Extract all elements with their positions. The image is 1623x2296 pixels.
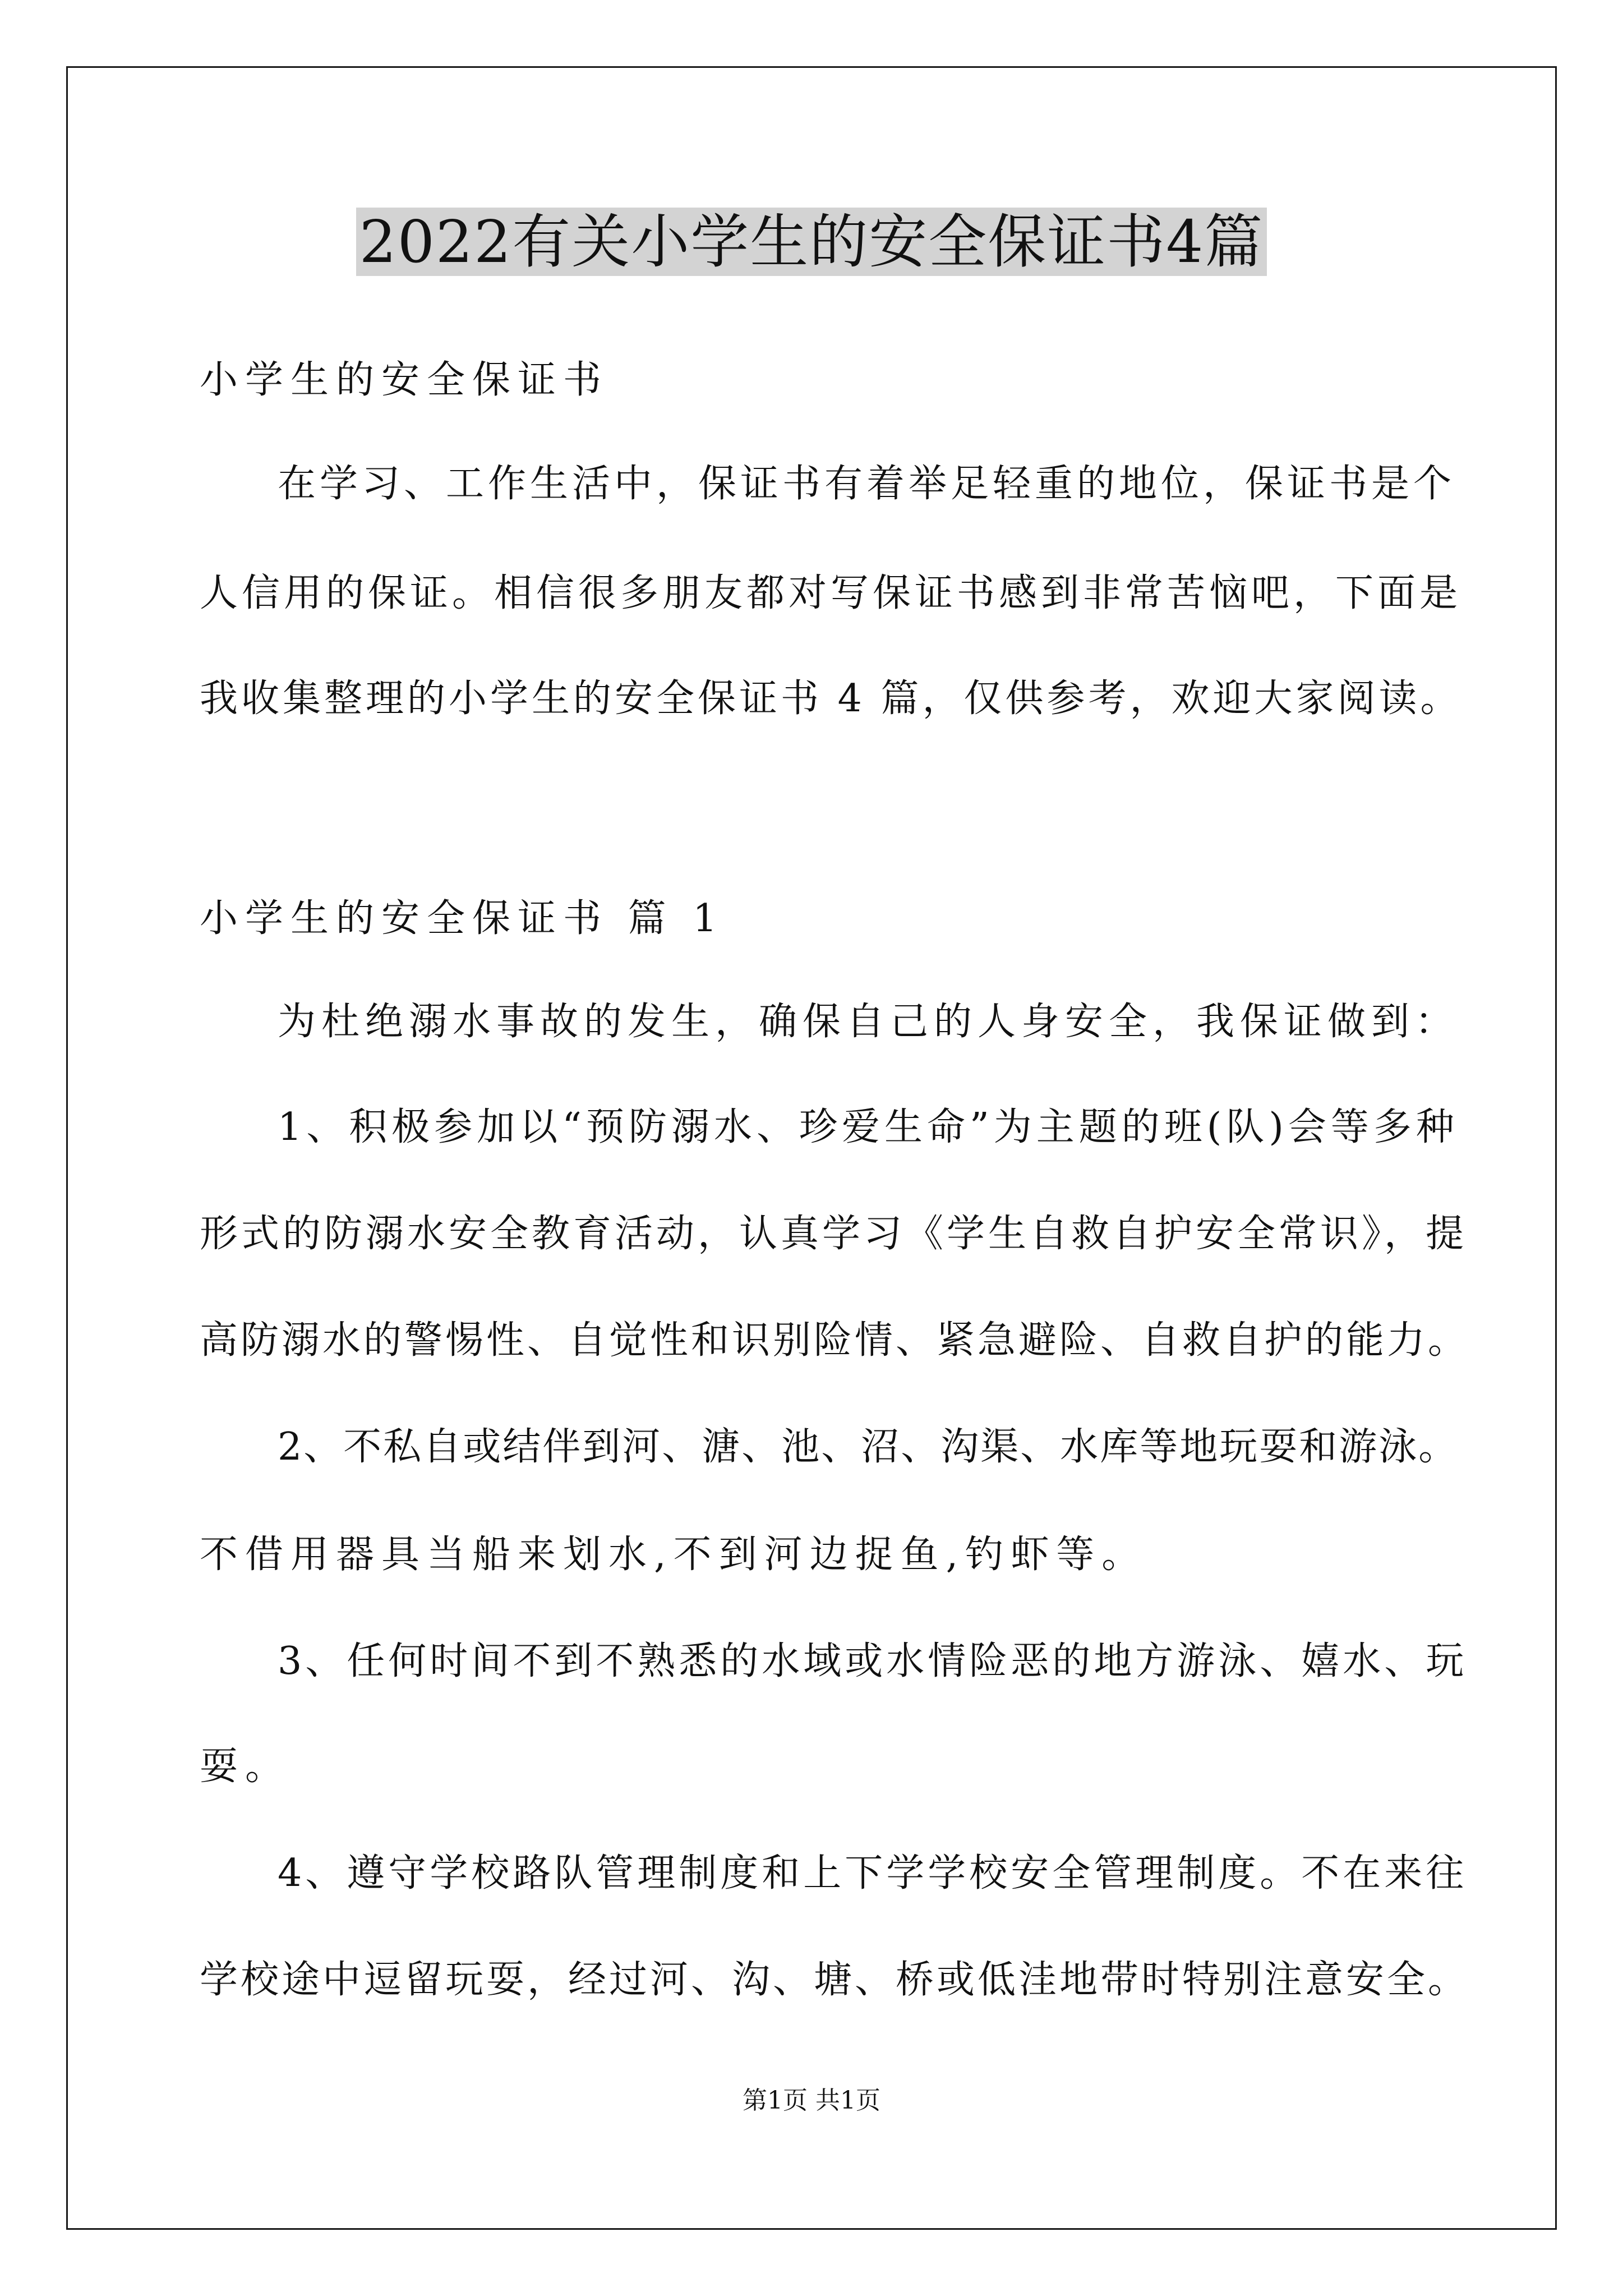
- document-title-text: 2022有关小学生的安全保证书4篇: [356, 208, 1267, 276]
- section1-line-5: 2、不私自或结伴到河、溏、池、沼、沟渠、水库等地玩耍和游泳。: [278, 1425, 1459, 1469]
- intro-heading: 小学生的安全保证书: [200, 358, 609, 402]
- document-title: [0, 200, 1623, 284]
- section1-line-9: 4、遵守学校路队管理制度和上下学学校安全管理制度。不在来往: [278, 1851, 1468, 1895]
- section1-line-1: 为杜绝溺水事故的发生，确保自己的人身安全，我保证做到：: [278, 1000, 1459, 1044]
- section1-heading: 小学生的安全保证书 篇 1: [200, 896, 725, 941]
- section1-line-7: 3、任何时间不到不熟悉的水域或水情险恶的地方游泳、嬉水、玩: [278, 1639, 1468, 1683]
- section1-line-2: 1、积极参加以“预防溺水、珍爱生命”为主题的班(队)会等多种: [278, 1105, 1459, 1149]
- page-footer: 第1页 共1页: [743, 2086, 880, 2115]
- intro-line-2: 人信用的保证。相信很多朋友都对写保证书感到非常苦恼吧，下面是: [200, 571, 1462, 615]
- section1-line-6: 不借用器具当船来划水,不到河边捉鱼,钓虾等。: [200, 1533, 1147, 1577]
- section1-line-8: 耍。: [200, 1745, 291, 1789]
- section1-line-3: 形式的防溺水安全教育活动，认真学习《学生自救自护安全常识》，提: [200, 1212, 1468, 1256]
- intro-line-1: 在学习、工作生活中，保证书有着举足轻重的地位，保证书是个: [278, 462, 1456, 506]
- intro-line-3: 我收集整理的小学生的安全保证书 4 篇，仅供参考，欢迎大家阅读。: [200, 677, 1462, 721]
- section1-line-10: 学校途中逗留玩耍，经过河、沟、塘、桥或低洼地带时特别注意安全。: [200, 1958, 1469, 2002]
- section1-line-4: 高防溺水的警惕性、自觉性和识别险情、紧急避险、自救自护的能力。: [200, 1318, 1469, 1363]
